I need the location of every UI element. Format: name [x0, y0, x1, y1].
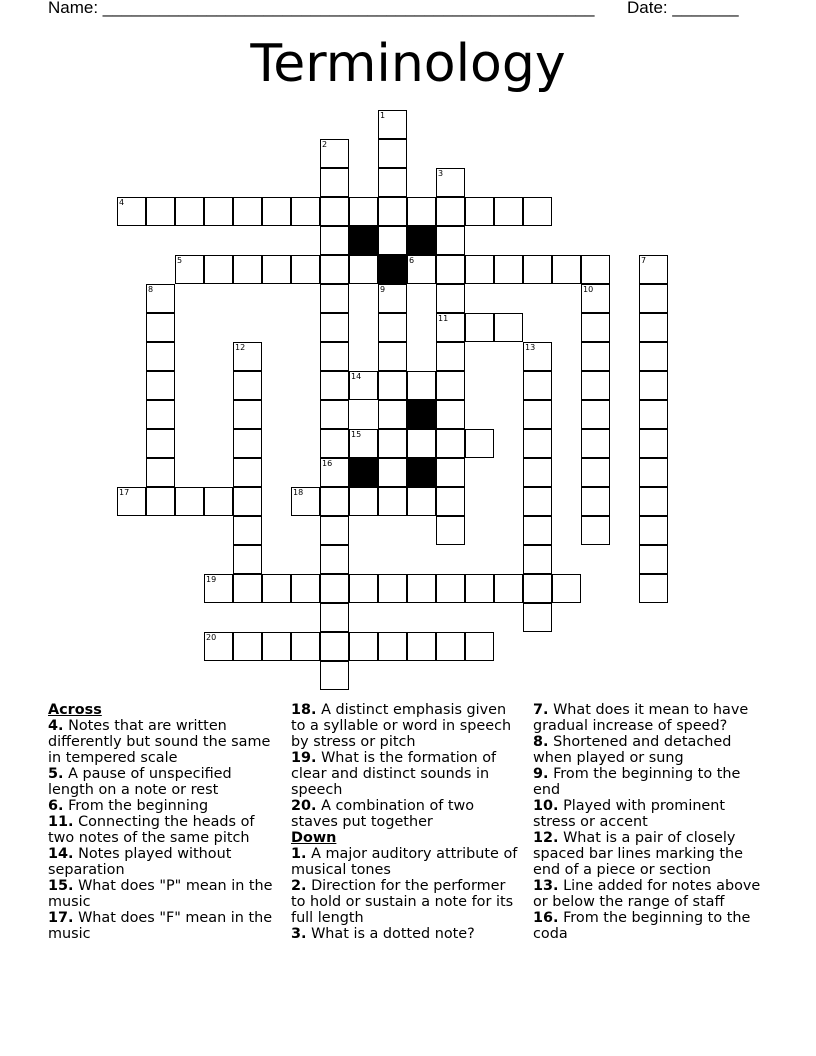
grid-cell[interactable]	[291, 574, 320, 603]
clue-item	[48, 846, 280, 878]
grid-cell[interactable]	[146, 429, 175, 458]
grid-cell[interactable]	[465, 632, 494, 661]
grid-cell[interactable]	[320, 255, 349, 284]
grid-cell[interactable]	[320, 545, 349, 574]
grid-cell[interactable]	[523, 458, 552, 487]
grid-cell[interactable]	[581, 458, 610, 487]
grid-cell[interactable]	[291, 632, 320, 661]
grid-cell[interactable]	[436, 574, 465, 603]
grid-cell[interactable]	[465, 429, 494, 458]
grid-cell[interactable]	[494, 574, 523, 603]
clue-number: 17	[119, 488, 130, 497]
clue-number: 2	[322, 140, 328, 149]
clue-item-number: 11.	[48, 814, 74, 830]
clue-item-number: 1.	[291, 846, 307, 862]
grid-cell[interactable]	[262, 574, 291, 603]
grid-cell[interactable]	[436, 632, 465, 661]
clue-item-text: What does "F" mean in the music	[48, 910, 273, 942]
grid-cell[interactable]	[349, 197, 378, 226]
clue-item	[48, 910, 280, 942]
grid-cell[interactable]	[436, 342, 465, 371]
grid-cell[interactable]	[320, 197, 349, 226]
grid-cell[interactable]	[146, 487, 175, 516]
clue-item-number: 14.	[48, 846, 74, 862]
grid-cell[interactable]	[320, 516, 349, 545]
grid-cell[interactable]	[407, 487, 436, 516]
clue-item-number: 12.	[533, 830, 559, 846]
grid-block	[407, 226, 436, 255]
clue-number: 9	[380, 285, 386, 294]
grid-cell[interactable]	[436, 313, 465, 342]
clue-item-text: What does "P" mean in the music	[48, 878, 273, 910]
grid-cell[interactable]	[320, 313, 349, 342]
grid-cell[interactable]	[639, 342, 668, 371]
grid-cell[interactable]	[494, 197, 523, 226]
grid-cell[interactable]	[436, 458, 465, 487]
grid-cell[interactable]	[204, 574, 233, 603]
grid-cell[interactable]	[407, 255, 436, 284]
clue-number: 16	[322, 459, 333, 468]
clue-item-number: 20.	[291, 798, 317, 814]
grid-cell[interactable]	[378, 458, 407, 487]
grid-cell[interactable]	[146, 371, 175, 400]
grid-cell[interactable]	[146, 400, 175, 429]
grid-cell[interactable]	[320, 371, 349, 400]
grid-cell[interactable]	[378, 168, 407, 197]
grid-cell[interactable]	[639, 400, 668, 429]
grid-cell[interactable]	[523, 487, 552, 516]
clue-item-text: What is a dotted note?	[311, 926, 475, 942]
grid-cell[interactable]	[320, 342, 349, 371]
clue-item	[291, 926, 523, 942]
grid-cell[interactable]	[523, 429, 552, 458]
grid-cell[interactable]	[262, 632, 291, 661]
clue-item	[291, 798, 523, 830]
grid-cell[interactable]	[233, 400, 262, 429]
grid-cell[interactable]	[523, 400, 552, 429]
grid-cell[interactable]	[378, 342, 407, 371]
clue-item	[291, 702, 523, 750]
across-heading: Across	[48, 702, 102, 718]
grid-cell[interactable]	[320, 400, 349, 429]
grid-cell[interactable]	[407, 371, 436, 400]
grid-cell[interactable]	[233, 516, 262, 545]
grid-cell[interactable]	[523, 574, 552, 603]
grid-cell[interactable]	[233, 574, 262, 603]
grid-cell[interactable]	[349, 574, 378, 603]
grid-cell[interactable]	[320, 603, 349, 632]
clue-number: 14	[351, 372, 362, 381]
grid-cell[interactable]	[320, 168, 349, 197]
grid-cell[interactable]	[639, 284, 668, 313]
grid-cell[interactable]	[465, 255, 494, 284]
grid-cell[interactable]	[436, 400, 465, 429]
grid-cell[interactable]	[436, 284, 465, 313]
clue-number: 11	[438, 314, 449, 323]
clue-item-text: A major auditory attribute of musical tones	[291, 846, 518, 878]
grid-cell[interactable]	[523, 342, 552, 371]
grid-cell[interactable]	[175, 197, 204, 226]
grid-cell[interactable]	[146, 458, 175, 487]
clue-column-3	[533, 702, 769, 942]
clue-number: 3	[438, 169, 444, 178]
grid-cell[interactable]	[320, 632, 349, 661]
grid-cell[interactable]	[581, 400, 610, 429]
grid-cell[interactable]	[523, 371, 552, 400]
grid-cell[interactable]	[436, 487, 465, 516]
grid-cell[interactable]	[639, 429, 668, 458]
clue-item	[48, 878, 280, 910]
clue-item-text: What is the formation of clear and distinct sounds in speech	[291, 750, 497, 798]
clue-item	[48, 798, 280, 814]
grid-cell[interactable]	[465, 574, 494, 603]
clue-item-text: From the beginning to the end	[533, 766, 741, 798]
puzzle-title: Terminology	[250, 34, 566, 94]
grid-cell[interactable]	[639, 458, 668, 487]
grid-cell[interactable]	[233, 545, 262, 574]
clue-column-1	[48, 702, 280, 942]
grid-cell[interactable]	[146, 313, 175, 342]
grid-cell[interactable]	[639, 516, 668, 545]
clue-item-text: Notes that are written differently but sound the same in tempered scale	[48, 718, 271, 766]
clue-item	[48, 766, 280, 798]
grid-cell[interactable]	[175, 487, 204, 516]
grid-cell[interactable]	[552, 574, 581, 603]
grid-cell[interactable]	[378, 139, 407, 168]
grid-cell[interactable]	[349, 632, 378, 661]
grid-cell[interactable]	[349, 487, 378, 516]
grid-cell[interactable]	[146, 197, 175, 226]
clue-item-text: A distinct emphasis given to a syllable or word in speech by stress or pitch	[291, 702, 512, 750]
grid-cell[interactable]	[378, 197, 407, 226]
clue-item-text: What does it mean to have gradual increase of speed?	[533, 702, 749, 734]
grid-cell[interactable]	[523, 516, 552, 545]
grid-cell[interactable]	[117, 197, 146, 226]
down-heading: Down	[291, 830, 337, 846]
grid-cell[interactable]	[639, 487, 668, 516]
clue-item-number: 17.	[48, 910, 74, 926]
clue-number: 13	[525, 343, 536, 352]
grid-cell[interactable]	[523, 197, 552, 226]
grid-cell[interactable]	[233, 342, 262, 371]
clue-item	[533, 734, 769, 766]
grid-cell[interactable]	[581, 429, 610, 458]
grid-block	[378, 255, 407, 284]
clue-item-number: 16.	[533, 910, 559, 926]
date-field: Date: _______	[627, 0, 739, 17]
clue-column-2	[291, 702, 523, 942]
clue-item-number: 4.	[48, 718, 64, 734]
grid-cell[interactable]	[436, 168, 465, 197]
clue-item-text: A combination of two staves put together	[291, 798, 475, 830]
clue-item-text: Shortened and detached when played or sung	[533, 734, 732, 766]
clue-item-number: 10.	[533, 798, 559, 814]
grid-cell[interactable]	[407, 574, 436, 603]
grid-cell[interactable]	[639, 371, 668, 400]
grid-block	[407, 458, 436, 487]
grid-cell[interactable]	[639, 313, 668, 342]
grid-cell[interactable]	[639, 574, 668, 603]
grid-cell[interactable]	[436, 197, 465, 226]
grid-cell[interactable]	[320, 139, 349, 168]
clue-item	[48, 718, 280, 766]
clue-item	[533, 702, 769, 734]
grid-cell[interactable]	[407, 197, 436, 226]
grid-cell[interactable]	[407, 632, 436, 661]
grid-cell[interactable]	[320, 458, 349, 487]
clue-item-number: 5.	[48, 766, 64, 782]
clue-item	[533, 766, 769, 798]
name-field: Name: ____________________________________________________	[48, 0, 595, 17]
grid-cell[interactable]	[639, 545, 668, 574]
clue-item	[291, 750, 523, 798]
grid-cell[interactable]	[175, 255, 204, 284]
grid-cell[interactable]	[349, 371, 378, 400]
grid-cell[interactable]	[436, 226, 465, 255]
clue-item-number: 3.	[291, 926, 307, 942]
grid-cell[interactable]	[523, 545, 552, 574]
grid-cell[interactable]	[378, 632, 407, 661]
clue-item-text: What is a pair of closely spaced bar lines marking the end of a piece or section	[533, 830, 743, 878]
clue-item-number: 13.	[533, 878, 559, 894]
grid-cell[interactable]	[320, 284, 349, 313]
grid-cell[interactable]	[378, 284, 407, 313]
grid-cell[interactable]	[581, 284, 610, 313]
grid-cell[interactable]	[291, 197, 320, 226]
grid-cell[interactable]	[436, 371, 465, 400]
grid-cell[interactable]	[465, 313, 494, 342]
clue-number: 1	[380, 111, 386, 120]
grid-cell[interactable]	[378, 400, 407, 429]
grid-block	[349, 226, 378, 255]
clue-item	[533, 798, 769, 830]
grid-block	[349, 458, 378, 487]
grid-cell[interactable]	[117, 487, 146, 516]
grid-cell[interactable]	[581, 342, 610, 371]
grid-cell[interactable]	[552, 255, 581, 284]
clue-item-number: 6.	[48, 798, 64, 814]
grid-cell[interactable]	[204, 197, 233, 226]
clue-number: 15	[351, 430, 362, 439]
grid-cell[interactable]	[233, 371, 262, 400]
grid-cell[interactable]	[639, 255, 668, 284]
clue-item-text: Played with prominent stress or accent	[533, 798, 726, 830]
grid-cell[interactable]	[349, 429, 378, 458]
clue-item	[533, 830, 769, 878]
grid-cell[interactable]	[291, 487, 320, 516]
grid-cell[interactable]	[581, 516, 610, 545]
grid-cell[interactable]	[436, 429, 465, 458]
clue-item	[48, 814, 280, 846]
grid-cell[interactable]	[204, 487, 233, 516]
grid-cell[interactable]	[291, 255, 320, 284]
grid-cell[interactable]	[378, 487, 407, 516]
grid-cell[interactable]	[204, 255, 233, 284]
grid-cell[interactable]	[349, 255, 378, 284]
grid-cell[interactable]	[233, 255, 262, 284]
clue-number: 4	[119, 198, 125, 207]
grid-cell[interactable]	[407, 429, 436, 458]
clue-item	[291, 846, 523, 878]
clue-item-text: From the beginning	[68, 798, 209, 814]
grid-cell[interactable]	[262, 255, 291, 284]
grid-cell[interactable]	[320, 661, 349, 690]
clue-number: 7	[641, 256, 647, 265]
clue-item-text: A pause of unspecified length on a note or rest	[48, 766, 232, 798]
clue-number: 12	[235, 343, 246, 352]
grid-cell[interactable]	[581, 371, 610, 400]
grid-cell[interactable]	[378, 371, 407, 400]
grid-cell[interactable]	[320, 574, 349, 603]
grid-cell[interactable]	[204, 632, 233, 661]
clue-item	[533, 910, 769, 942]
clue-item-number: 8.	[533, 734, 549, 750]
clue-item-number: 9.	[533, 766, 549, 782]
clue-item-number: 15.	[48, 878, 74, 894]
grid-cell[interactable]	[523, 255, 552, 284]
grid-cell[interactable]	[465, 197, 494, 226]
grid-cell[interactable]	[378, 110, 407, 139]
clue-number: 10	[583, 285, 594, 294]
clue-item-text: Direction for the performer to hold or sustain a note for its full length	[291, 878, 514, 926]
clue-item-number: 7.	[533, 702, 549, 718]
grid-cell[interactable]	[233, 487, 262, 516]
grid-cell[interactable]	[494, 313, 523, 342]
grid-cell[interactable]	[436, 516, 465, 545]
clue-item-text: Connecting the heads of two notes of the same pitch	[48, 814, 255, 846]
grid-cell[interactable]	[436, 255, 465, 284]
grid-block	[407, 400, 436, 429]
grid-cell[interactable]	[320, 429, 349, 458]
grid-cell[interactable]	[378, 429, 407, 458]
grid-cell[interactable]	[233, 429, 262, 458]
clue-number: 8	[148, 285, 154, 294]
grid-cell[interactable]	[262, 197, 291, 226]
grid-cell[interactable]	[320, 487, 349, 516]
clue-item-text: From the beginning to the coda	[533, 910, 751, 942]
clue-number: 6	[409, 256, 415, 265]
grid-cell[interactable]	[494, 255, 523, 284]
grid-cell[interactable]	[523, 603, 552, 632]
grid-cell[interactable]	[581, 487, 610, 516]
clue-number: 5	[177, 256, 183, 265]
grid-cell[interactable]	[320, 226, 349, 255]
grid-cell[interactable]	[378, 226, 407, 255]
grid-cell[interactable]	[146, 342, 175, 371]
clue-item-number: 18.	[291, 702, 317, 718]
clue-item-number: 2.	[291, 878, 307, 894]
clue-number: 19	[206, 575, 217, 584]
grid-cell[interactable]	[233, 458, 262, 487]
grid-cell[interactable]	[581, 255, 610, 284]
clue-number: 20	[206, 633, 217, 642]
clue-item	[291, 878, 523, 926]
clue-item-text: Line added for notes above or below the range of staff	[533, 878, 761, 910]
grid-cell[interactable]	[378, 313, 407, 342]
grid-cell[interactable]	[233, 197, 262, 226]
grid-cell[interactable]	[581, 313, 610, 342]
clue-item	[533, 878, 769, 910]
grid-cell[interactable]	[146, 284, 175, 313]
grid-cell[interactable]	[233, 632, 262, 661]
clue-item-number: 19.	[291, 750, 317, 766]
grid-cell[interactable]	[378, 574, 407, 603]
clue-number: 18	[293, 488, 304, 497]
clue-item-text: Notes played without separation	[48, 846, 232, 878]
